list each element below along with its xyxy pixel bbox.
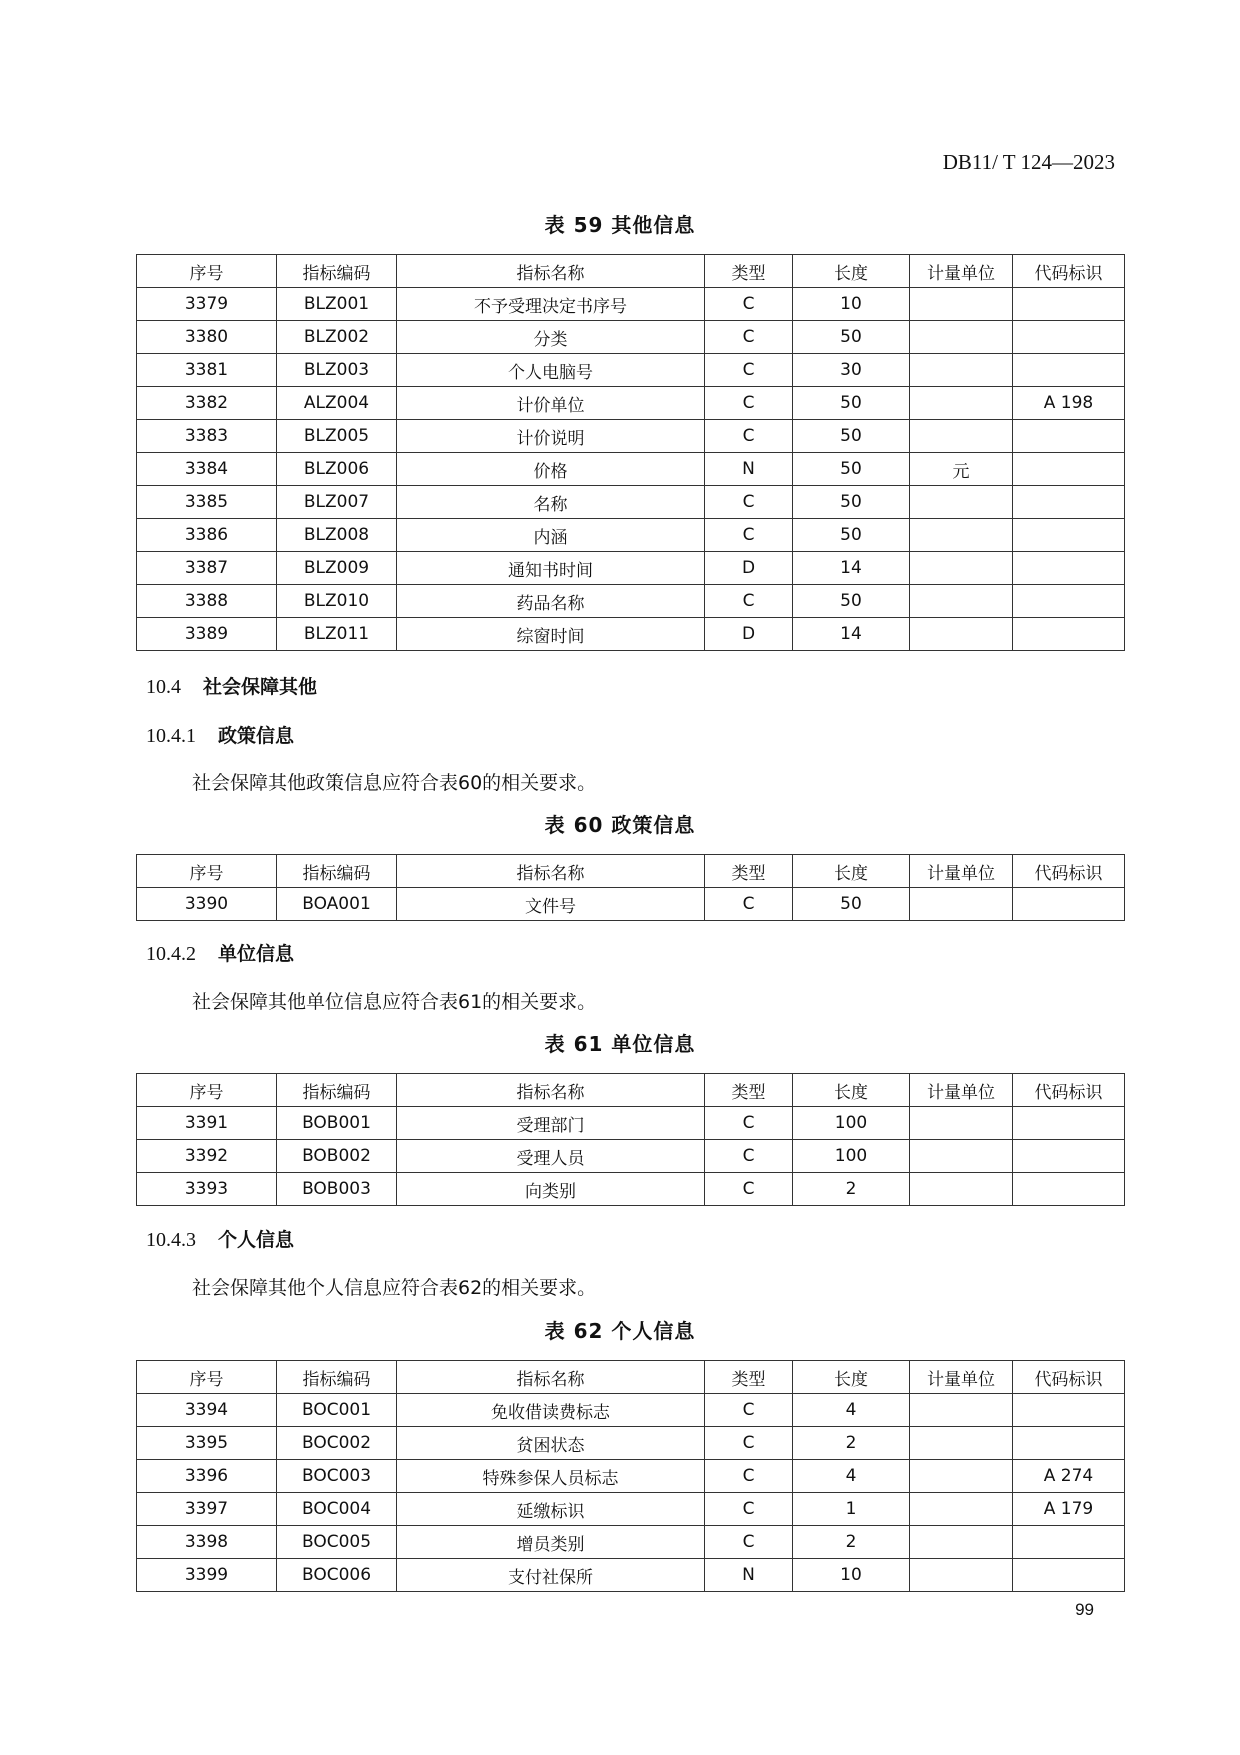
cell-unit [910,1526,1013,1559]
table-row [137,1493,1125,1526]
column-header-code-id: 代码标识 [1013,1074,1125,1107]
cell-code-id [1013,1394,1125,1427]
cell-code: BOC006 [277,1559,397,1592]
cell-seq: 3393 [137,1173,277,1206]
cell-name: 受理人员 [397,1140,705,1173]
column-header-code-id: 代码标识 [1013,255,1125,288]
table-row [137,888,1125,921]
table-row [137,1107,1125,1140]
cell-seq: 3387 [137,552,277,585]
cell-type: C [705,888,793,921]
cell-name: 免收借读费标志 [397,1394,705,1427]
cell-unit [910,1173,1013,1206]
cell-name: 药品名称 [397,585,705,618]
column-header-unit: 计量单位 [910,855,1013,888]
column-header-length: 长度 [793,855,910,888]
table-row [137,387,1125,420]
section-number: 10.4.3 [146,1229,196,1251]
table-59-caption: 表 59 其他信息 [544,213,696,237]
cell-name: 延缴标识 [397,1493,705,1526]
table-row [137,288,1125,321]
cell-name: 综窗时间 [397,618,705,651]
cell-type: D [705,618,793,651]
cell-unit [910,552,1013,585]
cell-name: 文件号 [397,888,705,921]
cell-length: 4 [793,1460,910,1493]
column-header-code: 指标编码 [277,855,397,888]
cell-length: 14 [793,552,910,585]
cell-seq: 3385 [137,486,277,519]
cell-code-id [1013,1559,1125,1592]
cell-code: BLZ009 [277,552,397,585]
cell-code: BLZ010 [277,585,397,618]
section-10-4-2-heading [146,939,294,966]
table-61-caption: 表 61 单位信息 [544,1032,696,1056]
cell-name: 特殊参保人员标志 [397,1460,705,1493]
cell-unit [910,420,1013,453]
column-header-length: 长度 [793,1361,910,1394]
table-60 [136,854,1125,921]
table-row [137,1140,1125,1173]
cell-type: C [705,1394,793,1427]
section-title: 社会保障其他 [203,676,318,698]
table-62-caption: 表 62 个人信息 [544,1319,696,1343]
cell-type: C [705,288,793,321]
cell-type: C [705,486,793,519]
column-header-type: 类型 [705,855,793,888]
cell-type: C [705,387,793,420]
column-header-seq: 序号 [137,255,277,288]
cell-seq: 3391 [137,1107,277,1140]
cell-unit [910,321,1013,354]
cell-code: BOC005 [277,1526,397,1559]
cell-name: 通知书时间 [397,552,705,585]
cell-length: 2 [793,1526,910,1559]
cell-code-id [1013,1173,1125,1206]
table-row [137,420,1125,453]
column-header-unit: 计量单位 [910,1361,1013,1394]
cell-code-id [1013,1526,1125,1559]
cell-seq: 3386 [137,519,277,552]
column-header-code: 指标编码 [277,1074,397,1107]
table-row [137,1394,1125,1427]
cell-unit [910,1559,1013,1592]
cell-type: C [705,1173,793,1206]
cell-seq: 3395 [137,1427,277,1460]
column-header-code-id: 代码标识 [1013,1361,1125,1394]
cell-type: N [705,1559,793,1592]
cell-seq: 3397 [137,1493,277,1526]
cell-length: 4 [793,1394,910,1427]
column-header-seq: 序号 [137,855,277,888]
cell-unit [910,354,1013,387]
cell-code: BOB003 [277,1173,397,1206]
table-row [137,354,1125,387]
cell-length: 50 [793,453,910,486]
cell-name: 贫困状态 [397,1427,705,1460]
cell-name: 支付社保所 [397,1559,705,1592]
column-header-code: 指标编码 [277,1361,397,1394]
cell-length: 50 [793,585,910,618]
table-61 [136,1073,1125,1206]
cell-length: 2 [793,1427,910,1460]
cell-code: BOC002 [277,1427,397,1460]
cell-seq: 3384 [137,453,277,486]
cell-type: D [705,552,793,585]
cell-code-id [1013,453,1125,486]
cell-code-id [1013,888,1125,921]
section-number: 10.4 [146,676,181,698]
cell-name: 计价说明 [397,420,705,453]
table-row [137,618,1125,651]
cell-length: 1 [793,1493,910,1526]
page-number: 99 [1075,1600,1094,1619]
cell-type: C [705,1140,793,1173]
table-row [137,453,1125,486]
cell-code: BLZ001 [277,288,397,321]
cell-unit [910,1493,1013,1526]
cell-unit [910,888,1013,921]
table-row [137,519,1125,552]
column-header-seq: 序号 [137,1074,277,1107]
section-title: 个人信息 [218,1229,295,1251]
document-code: DB11/ T 124—2023 [942,150,1115,174]
cell-type: C [705,1493,793,1526]
cell-unit [910,387,1013,420]
cell-code-id [1013,1107,1125,1140]
cell-unit [910,1427,1013,1460]
cell-length: 14 [793,618,910,651]
cell-code: BLZ008 [277,519,397,552]
section-10-4-heading [146,672,317,699]
cell-unit [910,519,1013,552]
table-row [137,1173,1125,1206]
cell-type: N [705,453,793,486]
cell-type: C [705,1427,793,1460]
cell-length: 50 [793,420,910,453]
cell-code: BOC001 [277,1394,397,1427]
column-header-length: 长度 [793,1074,910,1107]
cell-code-id [1013,1140,1125,1173]
column-header-code-id: 代码标识 [1013,855,1125,888]
cell-code: BOC003 [277,1460,397,1493]
cell-name: 计价单位 [397,387,705,420]
cell-seq: 3381 [137,354,277,387]
cell-seq: 3380 [137,321,277,354]
cell-type: C [705,1107,793,1140]
cell-unit [910,486,1013,519]
cell-type: C [705,321,793,354]
cell-name: 名称 [397,486,705,519]
column-header-unit: 计量单位 [910,255,1013,288]
cell-type: C [705,354,793,387]
cell-code-id [1013,486,1125,519]
cell-code-id [1013,585,1125,618]
column-header-type: 类型 [705,255,793,288]
table-row [137,585,1125,618]
cell-code-id: A 274 [1013,1460,1125,1493]
cell-seq: 3389 [137,618,277,651]
cell-code-id [1013,354,1125,387]
cell-unit [910,1107,1013,1140]
cell-seq: 3392 [137,1140,277,1173]
table-row [137,1427,1125,1460]
table-row [137,1460,1125,1493]
cell-length: 50 [793,321,910,354]
column-header-unit: 计量单位 [910,1074,1013,1107]
cell-name: 价格 [397,453,705,486]
cell-seq: 3388 [137,585,277,618]
table-row [137,321,1125,354]
cell-unit: 元 [910,453,1013,486]
cell-length: 50 [793,486,910,519]
column-header-name: 指标名称 [397,1074,705,1107]
section-title: 单位信息 [218,943,295,965]
cell-name: 个人电脑号 [397,354,705,387]
table-59 [136,254,1125,651]
table-62 [136,1360,1125,1592]
table-row [137,486,1125,519]
column-header-length: 长度 [793,255,910,288]
cell-code-id [1013,552,1125,585]
table-row [137,1526,1125,1559]
cell-seq: 3396 [137,1460,277,1493]
cell-seq: 3382 [137,387,277,420]
column-header-seq: 序号 [137,1361,277,1394]
table-header-row [137,855,1125,888]
cell-name: 向类别 [397,1173,705,1206]
cell-seq: 3398 [137,1526,277,1559]
section-10-4-2-paragraph: 社会保障其他单位信息应符合表61的相关要求。 [192,991,597,1013]
cell-length: 50 [793,519,910,552]
column-header-type: 类型 [705,1361,793,1394]
cell-unit [910,288,1013,321]
cell-code-id [1013,618,1125,651]
cell-name: 增员类别 [397,1526,705,1559]
cell-unit [910,585,1013,618]
cell-unit [910,618,1013,651]
column-header-name: 指标名称 [397,255,705,288]
table-60-caption: 表 60 政策信息 [544,813,696,837]
cell-unit [910,1140,1013,1173]
cell-type: C [705,585,793,618]
section-10-4-3-paragraph: 社会保障其他个人信息应符合表62的相关要求。 [192,1277,597,1299]
cell-length: 50 [793,387,910,420]
section-number: 10.4.1 [146,725,196,747]
cell-length: 10 [793,288,910,321]
table-header-row [137,255,1125,288]
column-header-code: 指标编码 [277,255,397,288]
cell-length: 100 [793,1107,910,1140]
cell-code: BLZ006 [277,453,397,486]
cell-length: 100 [793,1140,910,1173]
cell-code: BLZ002 [277,321,397,354]
cell-unit [910,1394,1013,1427]
cell-name: 不予受理决定书序号 [397,288,705,321]
cell-code: BLZ011 [277,618,397,651]
cell-unit [910,1460,1013,1493]
cell-type: C [705,420,793,453]
column-header-name: 指标名称 [397,1361,705,1394]
table-row [137,1559,1125,1592]
cell-code-id [1013,420,1125,453]
cell-name: 内涵 [397,519,705,552]
cell-name: 受理部门 [397,1107,705,1140]
cell-code-id [1013,519,1125,552]
cell-length: 10 [793,1559,910,1592]
column-header-type: 类型 [705,1074,793,1107]
cell-code: BLZ005 [277,420,397,453]
table-header-row [137,1074,1125,1107]
table-header-row [137,1361,1125,1394]
section-10-4-1-heading [146,721,294,748]
cell-code: BLZ007 [277,486,397,519]
cell-code-id: A 179 [1013,1493,1125,1526]
cell-seq: 3379 [137,288,277,321]
cell-code: BOB002 [277,1140,397,1173]
cell-code: ALZ004 [277,387,397,420]
section-10-4-3-heading [146,1225,294,1252]
cell-code-id: A 198 [1013,387,1125,420]
cell-code-id [1013,288,1125,321]
cell-seq: 3399 [137,1559,277,1592]
cell-code: BOC004 [277,1493,397,1526]
cell-seq: 3383 [137,420,277,453]
cell-type: C [705,1460,793,1493]
cell-type: C [705,519,793,552]
cell-code-id [1013,1427,1125,1460]
cell-name: 分类 [397,321,705,354]
cell-seq: 3390 [137,888,277,921]
cell-type: C [705,1526,793,1559]
cell-code: BLZ003 [277,354,397,387]
cell-length: 50 [793,888,910,921]
section-10-4-1-paragraph: 社会保障其他政策信息应符合表60的相关要求。 [192,772,597,794]
section-title: 政策信息 [218,725,295,747]
table-row [137,552,1125,585]
cell-code: BOA001 [277,888,397,921]
cell-seq: 3394 [137,1394,277,1427]
column-header-name: 指标名称 [397,855,705,888]
section-number: 10.4.2 [146,943,196,965]
cell-length: 30 [793,354,910,387]
cell-length: 2 [793,1173,910,1206]
cell-code-id [1013,321,1125,354]
cell-code: BOB001 [277,1107,397,1140]
